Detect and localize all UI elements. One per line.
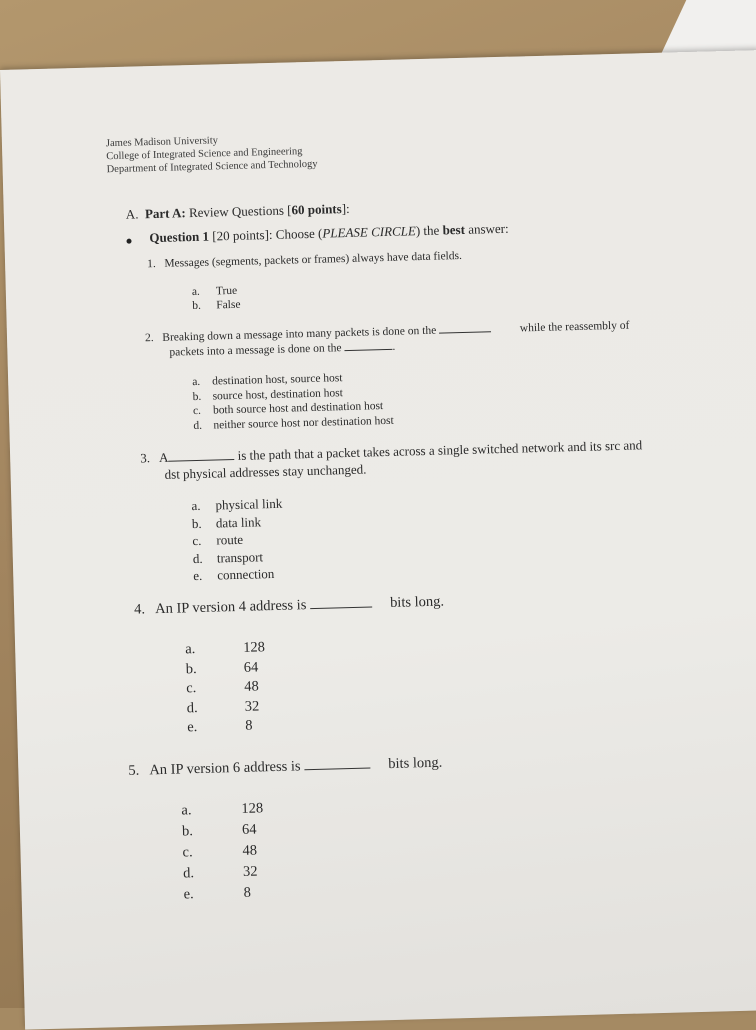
option[interactable]: e. 8 [183,884,252,903]
question-1-4-options [185,638,267,738]
option[interactable]: b. 64 [181,821,257,840]
option[interactable]: c. 48 [182,842,258,861]
answer-blank[interactable] [439,330,491,333]
document-header [106,132,318,177]
answer-blank[interactable] [304,767,370,771]
question-1-5: 5. An IP version 6 address is bits long. [128,754,443,779]
bullet-icon [126,239,131,244]
option[interactable]: b. source host, destination host [192,386,344,403]
option[interactable]: a. True [191,284,238,299]
question-1-2-options [192,370,394,433]
question-1-2-line2: packets into a message is done on the . [169,340,396,359]
option[interactable]: d. 32 [182,863,258,882]
answer-blank[interactable] [168,458,234,462]
option[interactable]: b. False [192,298,241,313]
option[interactable]: c. both source host and destination host [192,400,384,418]
question-1-1-options [192,284,241,313]
question-1-1: 1. Messages (segments, packets or frames) always have data fields. [146,249,463,271]
option[interactable]: c. 48 [186,678,259,697]
question-1-3-options [191,495,284,585]
option[interactable]: a. 128 [181,800,264,819]
question-1-heading: Question 1 [20 points]: Choose (PLEASE CIRCLE) the best answer: [149,220,509,246]
exam-paper [0,50,756,1030]
university-name: James Madison University [105,135,219,150]
option[interactable]: d. neither source host nor destination host [193,414,394,432]
option[interactable]: e. connection [193,565,275,584]
option[interactable]: d. transport [192,548,264,566]
answer-blank[interactable] [344,348,392,351]
question-1-2: 2. Breaking down a message into many packets is done on the while the reassembly of [144,319,630,345]
question-1-3: 3. A is the path that a packet takes across a single switched network and its src and [140,437,643,466]
option[interactable]: b. 64 [185,658,259,677]
option[interactable]: b. data link [191,513,262,531]
option[interactable]: e. 8 [187,717,253,736]
question-1-4: 4. An IP version 4 address is bits long. [133,593,445,618]
option[interactable]: a. destination host, source host [192,372,343,389]
part-a-heading: A. Part A: Review Questions [60 points]: [125,200,350,222]
option[interactable]: d. 32 [186,697,260,716]
option[interactable]: a. physical link [191,495,283,514]
option[interactable]: a. 128 [185,639,266,658]
option[interactable]: c. route [192,531,244,549]
question-1-3-line2: dst physical addresses stay unchanged. [164,461,367,482]
question-1-5-options [181,798,265,905]
department-name: Department of Integrated Science and Technology [106,158,318,176]
college-name: College of Integrated Science and Engineering [106,146,303,163]
answer-blank[interactable] [310,605,372,609]
